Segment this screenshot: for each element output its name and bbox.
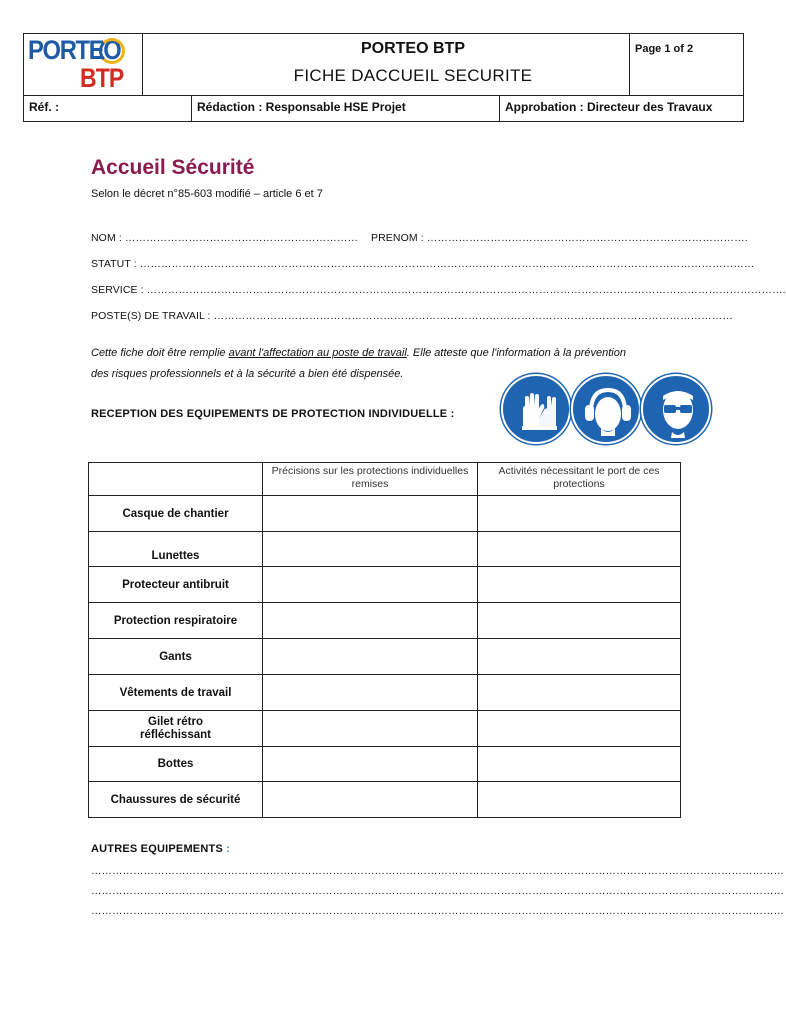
- logo-text-top: PORTEO: [28, 35, 121, 65]
- header-divider: [191, 95, 192, 122]
- table-row: [89, 496, 681, 532]
- activity-cell[interactable]: [478, 496, 681, 532]
- other-equipment-line[interactable]: ………………………………………………………………………………………………………………………………………………………………………………: [91, 905, 784, 917]
- equipment-name: Vêtements de travail: [89, 675, 263, 711]
- table-row: [89, 675, 681, 711]
- equipment-name: Bottes: [89, 747, 263, 782]
- equipment-name: Gilet rétro réfléchissant: [89, 711, 263, 747]
- equipment-name: Protecteur antibruit: [89, 567, 263, 603]
- service-field[interactable]: SERVICE : ……………………………………………………………………………………………………………………………………………………………….: [91, 284, 786, 296]
- statut-field[interactable]: STATUT : …………………………………………………………………………………………………………………………………………………………: [91, 258, 755, 270]
- prenom-field[interactable]: PRENOM : ……………………………………………………………………………….: [371, 232, 748, 244]
- table-row: [89, 782, 681, 818]
- table-row: [89, 747, 681, 782]
- precision-cell[interactable]: [263, 675, 478, 711]
- gloves-icon: [501, 374, 571, 444]
- activity-cell[interactable]: [478, 747, 681, 782]
- activity-cell[interactable]: [478, 711, 681, 747]
- precision-cell[interactable]: [263, 532, 478, 567]
- precision-cell[interactable]: [263, 711, 478, 747]
- other-equipment-line[interactable]: ………………………………………………………………………………………………………………………………………………………………………………: [91, 865, 784, 877]
- activity-cell[interactable]: [478, 567, 681, 603]
- page-heading: Accueil Sécurité: [91, 156, 255, 179]
- precision-cell[interactable]: [263, 496, 478, 532]
- table-row: [89, 532, 681, 567]
- table-header-cell: Précisions sur les protections individuelles remises: [263, 463, 478, 496]
- activity-cell[interactable]: [478, 782, 681, 818]
- activity-cell[interactable]: [478, 639, 681, 675]
- table-row: [89, 567, 681, 603]
- epi-section-title: RECEPTION DES EQUIPEMENTS DE PROTECTION INDIVIDUELLE :: [91, 408, 455, 420]
- decree-reference: Selon le décret n°85-603 modifié – article 6 et 7: [91, 188, 323, 200]
- table-row: [89, 603, 681, 639]
- intro-text: Cette fiche doit être remplie: [91, 347, 229, 359]
- equipment-name: Protection respiratoire: [89, 603, 263, 639]
- other-equipment-line[interactable]: ………………………………………………………………………………………………………………………………………………………………………………: [91, 885, 784, 897]
- precision-cell[interactable]: [263, 747, 478, 782]
- equipment-name: Gants: [89, 639, 263, 675]
- form-title: FICHE DACCUEIL SECURITE: [293, 66, 533, 85]
- document-header: [23, 33, 744, 122]
- approbation-label: Approbation : Directeur des Travaux: [505, 100, 713, 114]
- equipment-name: Casque de chantier: [89, 496, 263, 532]
- equipment-name: Lunettes: [89, 532, 263, 567]
- activity-cell[interactable]: [478, 603, 681, 639]
- activity-cell[interactable]: [478, 675, 681, 711]
- other-equipment-label: AUTRES EQUIPEMENTS: [91, 843, 227, 855]
- other-equipment-title: [91, 843, 230, 855]
- nom-field[interactable]: NOM : …………………………………………………………: [91, 232, 359, 244]
- ear-protection-icon: [571, 374, 641, 444]
- activity-cell[interactable]: [478, 532, 681, 567]
- header-divider: [24, 95, 743, 96]
- precision-cell[interactable]: [263, 603, 478, 639]
- other-equipment-colon: :: [226, 843, 231, 855]
- porteo-logo: [26, 34, 136, 94]
- intro-underlined-text: avant l'affectation au poste de travail: [228, 347, 407, 359]
- precision-cell[interactable]: [263, 567, 478, 603]
- precision-cell[interactable]: [263, 782, 478, 818]
- precision-cell[interactable]: [263, 639, 478, 675]
- equipment-name: Chaussures de sécurité: [89, 782, 263, 818]
- epi-table: [88, 462, 681, 818]
- redaction-label: Rédaction : Responsable HSE Projet: [197, 100, 406, 114]
- intro-text: . Elle atteste que l'information à la prévention: [406, 347, 626, 359]
- intro-text-line-2: des risques professionnels et à la sécurité a bien été dispensée.: [91, 368, 404, 380]
- safety-glasses-icon: [641, 374, 711, 444]
- logo-text-bottom: BTP: [80, 63, 124, 93]
- table-header-cell: Activités nécessitant le port de ces protections: [478, 463, 681, 496]
- table-row: [89, 639, 681, 675]
- page-number: Page 1 of 2: [635, 43, 694, 55]
- poste-field[interactable]: POSTE(S) DE TRAVAIL : …………………………………………………………………………………………………………………………………: [91, 310, 733, 322]
- table-header-cell: [89, 463, 263, 496]
- table-header-row: [89, 463, 681, 496]
- reference-label: Réf. :: [29, 100, 59, 114]
- table-row: [89, 711, 681, 747]
- company-title: PORTEO BTP: [360, 40, 465, 57]
- intro-text-line-1: [91, 347, 691, 359]
- logo-ring-icon: [99, 38, 125, 64]
- header-divider: [142, 34, 143, 95]
- header-divider: [499, 95, 500, 122]
